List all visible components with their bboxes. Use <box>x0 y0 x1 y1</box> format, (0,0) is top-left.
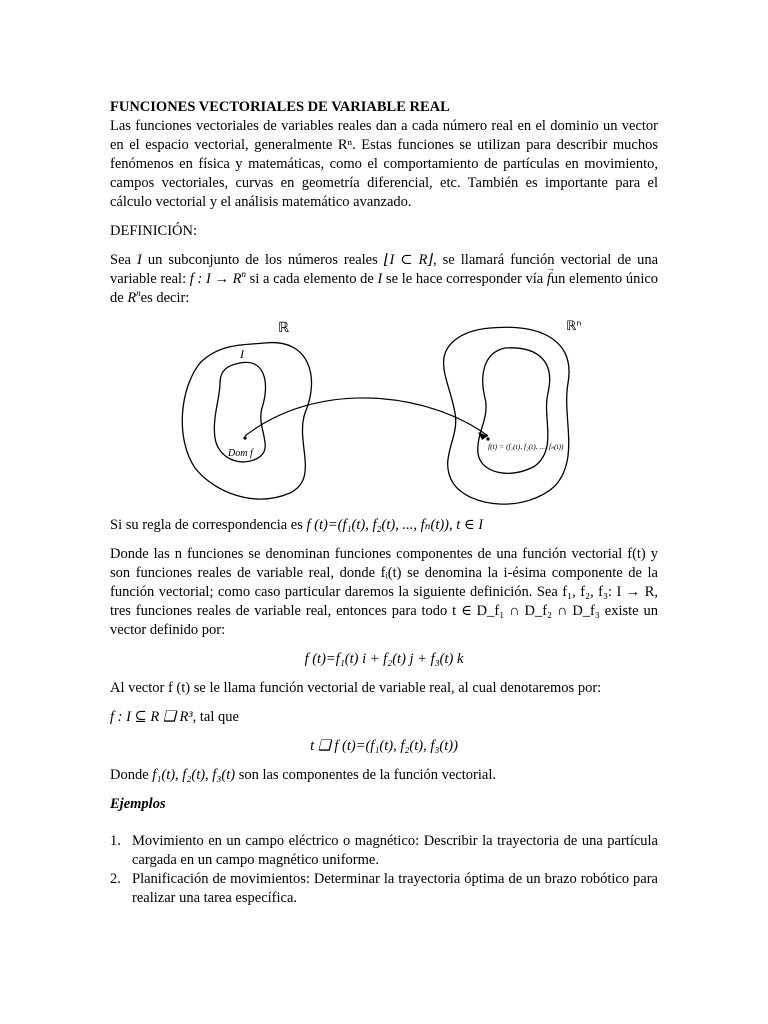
list-item-text: Movimiento en un campo eléctrico o magnético: Describir la trayectoria de una partícula cargada en un campo magnético uniforme. <box>132 833 658 868</box>
document-title: FUNCIONES VECTORIALES DE VARIABLE REAL <box>110 99 450 115</box>
def-text-m: es decir: <box>140 290 190 306</box>
def-text-h: si a cada elemento de <box>249 271 374 287</box>
equation-components: t ❑ f (t)=(f₁(t), f₂(t), f₃(t)) <box>310 738 458 754</box>
def-set-i: I <box>136 252 142 268</box>
domain-label: Dom f <box>228 448 253 459</box>
list-item-text: Planificación de movimientos: Determinar la trayectoria óptima de un brazo robótico para realizar una tarea específica. <box>132 871 658 906</box>
examples-heading: Ejemplos <box>110 796 166 812</box>
map-line <box>110 708 658 727</box>
list-item-number: 1. <box>110 833 121 849</box>
components-line <box>110 766 658 785</box>
list-item <box>110 832 658 870</box>
def-text-a: Sea <box>110 252 131 268</box>
right-inner-set <box>478 348 550 473</box>
rule-text: Si su regla de correspondencia es <box>110 517 303 533</box>
rule-line <box>110 516 658 535</box>
map-formula: f : I ⊆ R ❑ R³ <box>110 709 193 725</box>
left-outer-set <box>182 343 311 499</box>
mapping-arrow <box>245 398 488 436</box>
domain-point <box>243 436 246 439</box>
components-paragraph: Donde las n funciones se denominan funciones componentes de una función vectorial f(t) y son funciones reales de variable real, donde fᵢ(t) se denomina la i-ésima componente de la función vectorial; como caso particular daremos la siguiente definición. Sea f₁, f₂, f₃: I → R, tres funciones reales de variable real, entonces para todo t ∈ D_f₁ ∩ D_f₂ ∩ D_f₃ existe un vector definido por: <box>110 546 658 638</box>
equation-ijk: f (t)=f₁(t) i + f₂(t) j + f₃(t) k <box>304 651 464 667</box>
comp-text-c: son las componentes de la función vectorial. <box>238 767 497 783</box>
domain-set-label: I <box>240 347 244 361</box>
left-space-label: ℝ <box>278 320 290 336</box>
def-rn: R <box>127 290 137 306</box>
right-outer-set <box>444 327 569 504</box>
mapping-diagram <box>170 318 610 518</box>
examples-list <box>110 832 658 908</box>
def-text-e: , se llamará función vectorial de una variable real: <box>110 252 658 287</box>
def-map-exp: n <box>241 269 246 280</box>
def-text-i: se le hace corresponder vía <box>386 271 544 287</box>
vector-paragraph: Al vector f (t) se le llama función vectorial de variable real, al cual denotaremos por: <box>110 680 602 696</box>
left-inner-set <box>214 362 265 462</box>
def-text-c: un subconjunto de los números reales <box>147 252 378 268</box>
def-text-k: un elemento único de <box>110 271 659 306</box>
image-point <box>486 437 489 440</box>
definition-heading: DEFINICIÓN: <box>110 223 197 239</box>
map-suffix: , tal que <box>192 709 239 725</box>
rule-formula: f (t)=(f₁(t), f₂(t), ..., fₙ(t)), t ∈ I <box>306 517 484 533</box>
def-map-expr: f : I → R <box>189 271 242 287</box>
image-label: f(t) = (f₁(t), f₂(t), ..., fₙ(t)) <box>488 442 564 451</box>
definition-paragraph <box>110 251 658 308</box>
def-subset-expr: ⌊I ⊂ R⌋ <box>383 252 433 268</box>
def-rn-exp: n <box>136 288 141 299</box>
list-item-number: 2. <box>110 871 121 887</box>
comp-formula: f₁(t), f₂(t), f₃(t) <box>152 767 236 783</box>
list-item <box>110 870 658 908</box>
def-set-i-2: I <box>377 271 383 287</box>
def-f-vector: → f <box>547 270 551 289</box>
right-space-label: ℝⁿ <box>566 319 582 334</box>
intro-paragraph: Las funciones vectoriales de variables reales dan a cada número real en el dominio un vector en el espacio vectorial, generalmente Rⁿ. Estas funciones se utilizan para describir muchos fenómenos en física y matemáticas, como el comportamiento de partículas en movimiento, campos vectoriales, curvas en geometría diferencial, etc. También es importante para el cálculo vectorial y el análisis matemático avanzado. <box>110 118 658 210</box>
comp-text-a: Donde <box>110 767 149 783</box>
